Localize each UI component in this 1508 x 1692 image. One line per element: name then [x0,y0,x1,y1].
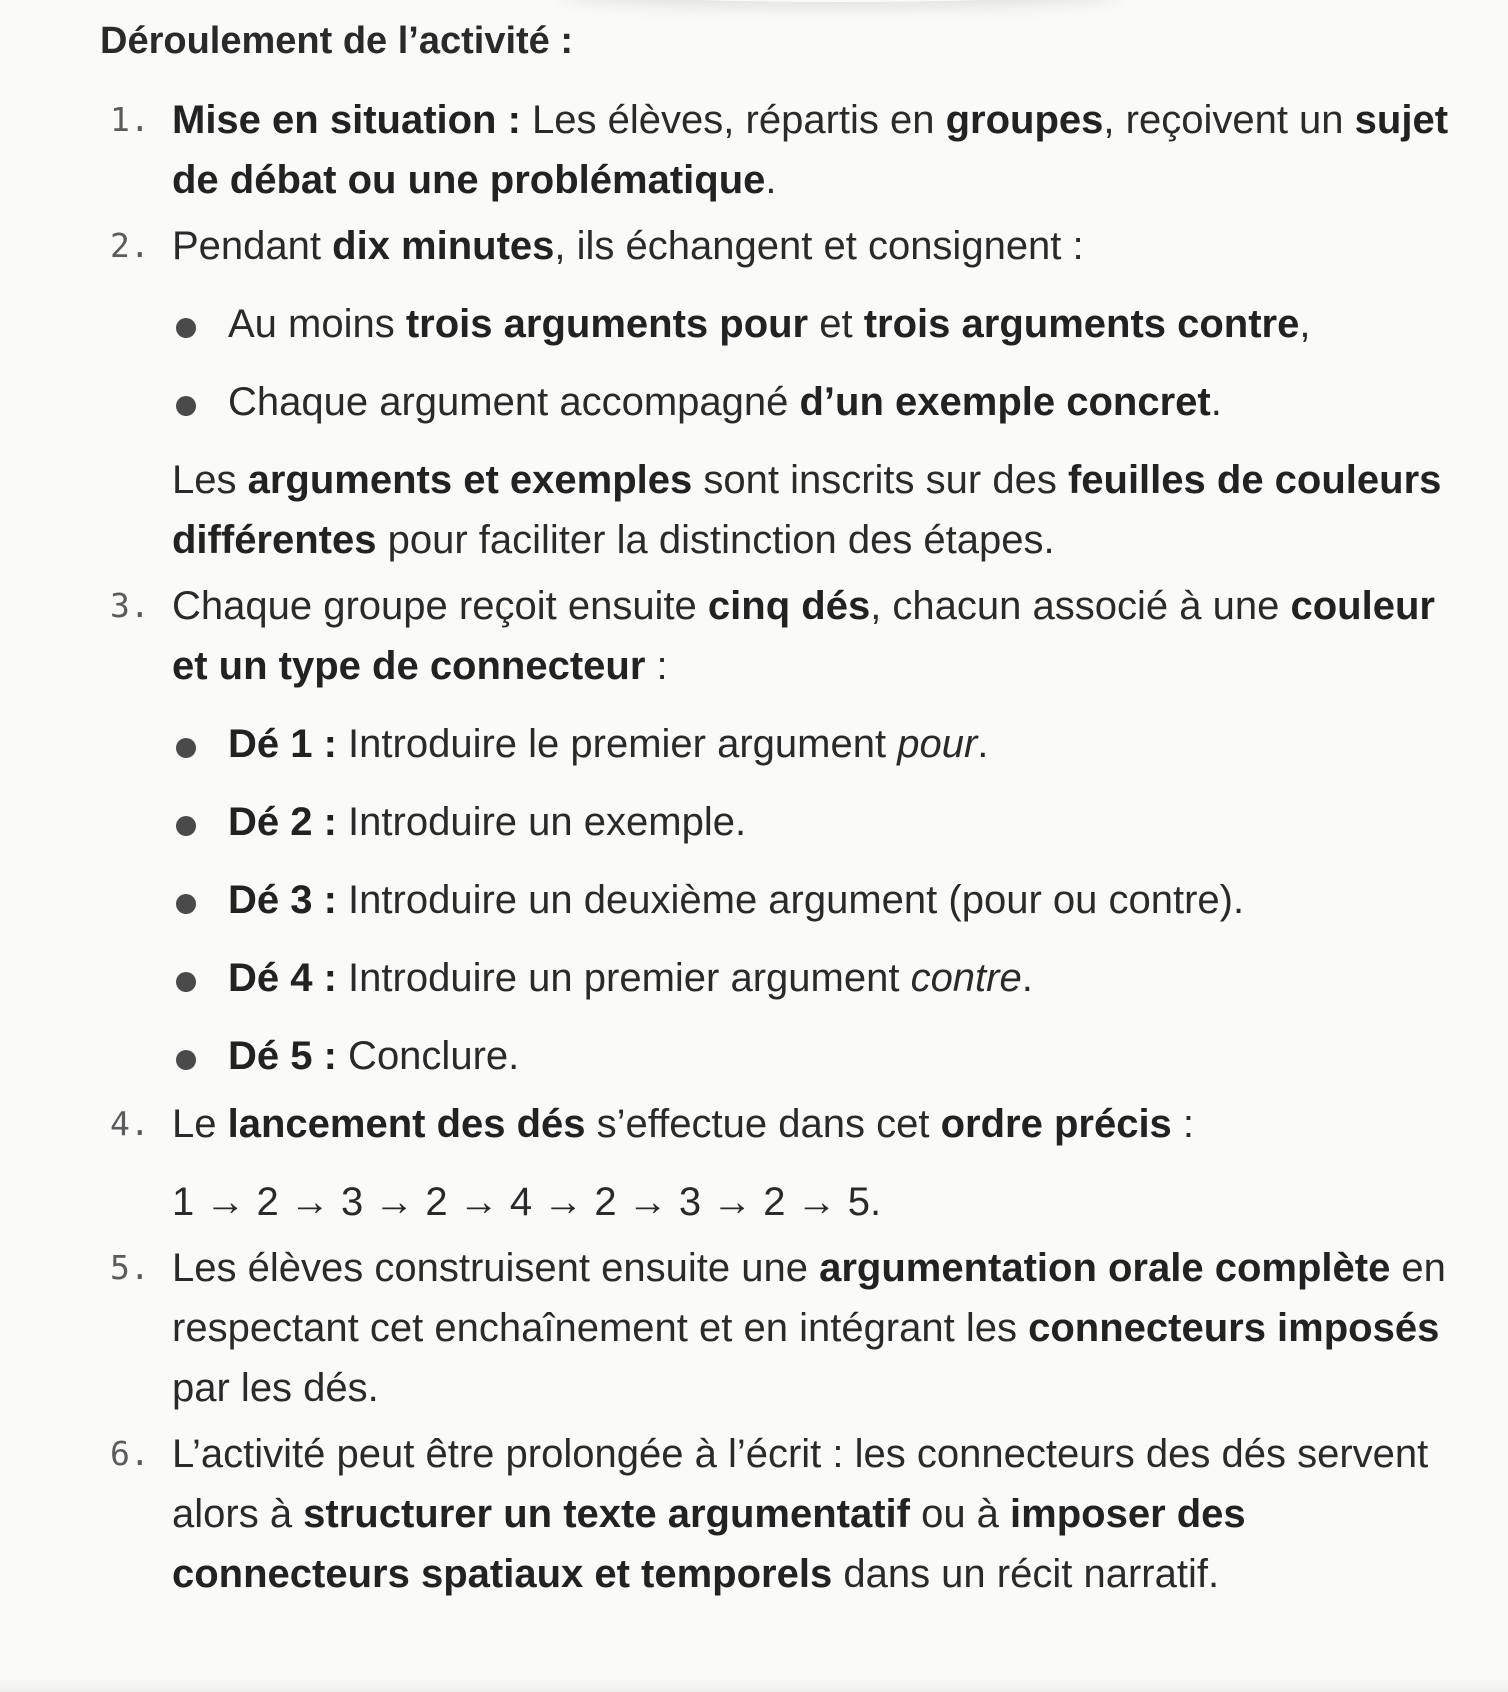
bullet-list [172,714,1480,1086]
text-run: et [808,302,864,346]
bold-text: Dé 2 : [228,800,337,844]
bold-text: ordre précis [940,1102,1172,1146]
bold-text: structurer un texte argumentatif [303,1492,910,1536]
step-number: 2. [110,226,150,265]
text-run: Introduire le premier argument [336,722,898,766]
italic-text: pour [897,722,978,766]
bullet-list [172,294,1480,432]
text-run: dans un récit narratif. [832,1552,1220,1596]
bullet-dot-icon [176,972,196,992]
text-run: Pendant [172,224,333,268]
text-run: . [977,722,989,766]
bold-text: Dé 3 : [228,878,337,922]
steps-list [100,90,1480,1604]
bullet-text [228,380,1222,424]
bold-text: d’un exemple concret [799,380,1211,424]
text-run: . [765,158,777,202]
step-item-4 [100,1094,1480,1232]
bold-text: couleur et un type de connecteur [172,584,1435,688]
bold-text: argumentation orale complète [819,1246,1391,1290]
step-item-5 [100,1238,1480,1418]
text-run: sont inscrits sur des [692,458,1068,502]
bold-text: dix minutes [332,224,555,268]
step-number: 4. [110,1104,150,1143]
text-run: en respectant cet enchaînement et en intégrant les [172,1246,1446,1350]
bullet-item [172,714,1480,774]
text-run: Conclure. [336,1034,520,1078]
bold-text: trois arguments pour [405,302,809,346]
text-run: , [1299,302,1311,346]
bullet-item [172,870,1480,930]
step-item-3 [100,576,1480,1086]
text-run: Introduire un exemple. [336,800,747,844]
step-text [172,576,1480,696]
text-run: : [645,644,668,688]
text-run: Les élèves, répartis en [520,98,946,142]
text-run: : [1171,1102,1195,1146]
bold-text: Mise en situation : [172,98,521,142]
bullet-text [228,956,1033,1000]
bullet-text [228,878,1244,922]
dice-order-sequence [172,1172,1480,1232]
step-number: 3. [110,586,150,625]
step-number: 6. [110,1434,150,1473]
text-run: Le [172,1102,228,1146]
bold-text: sujet de débat ou une problématique [172,98,1449,202]
bullet-text [228,800,746,844]
text-run: ou à [909,1492,1011,1536]
bullet-dot-icon [176,318,196,338]
activity-document [100,14,1480,1604]
text-run: s’effectue dans cet [585,1102,941,1146]
bold-text: Dé 1 : [228,722,337,766]
section-heading: Déroulement de l’activité : [100,20,574,62]
step-item-6 [100,1424,1480,1604]
text-run: , chacun associé à une [870,584,1291,628]
step-item-1 [100,90,1480,210]
text-run: Introduire un premier argument [336,956,911,1000]
step-number: 1. [110,100,150,139]
step-item-2 [100,216,1480,570]
bullet-dot-icon [176,816,196,836]
text-run: pour faciliter la distinction des étapes. [376,518,1055,562]
bold-text: groupes [945,98,1104,142]
text-run: . [1021,956,1033,1000]
bold-text: cinq dés [707,584,871,628]
step-text [172,90,1480,210]
text-run: . [1210,380,1222,424]
bullet-text [228,722,988,766]
top-edge-shadow [560,0,1120,2]
text-run: Introduire un deuxième argument (pour ou contre). [336,878,1245,922]
step-number: 5. [110,1248,150,1287]
step-text [172,1424,1480,1604]
text-run: Les [172,458,248,502]
bullet-text [228,1034,519,1078]
bold-text: imposer des connecteurs spatiaux et temporels [172,1492,1246,1596]
text-run: Au moins [228,302,406,346]
bold-text: Dé 5 : [228,1034,337,1078]
bullet-item [172,372,1480,432]
bullet-dot-icon [176,1050,196,1070]
text-run: , ils échangent et consignent : [554,224,1084,268]
bold-text: trois arguments contre [863,302,1300,346]
bold-text: arguments et exemples [247,458,693,502]
bullet-item [172,294,1480,354]
text-run: L’activité peut être prolongée à l’écrit : les connecteurs des dés servent alors à [172,1432,1429,1536]
bullet-dot-icon [176,894,196,914]
text-run: , reçoivent un [1103,98,1355,142]
bullet-dot-icon [176,738,196,758]
bold-text: feuilles de couleurs différentes [172,458,1442,562]
bullet-text [228,302,1311,346]
text-run: par les dés. [172,1366,379,1410]
bold-text: Dé 4 : [228,956,337,1000]
step-note [172,450,1480,570]
bullet-item [172,948,1480,1008]
step-text [172,1094,1480,1154]
bold-text: lancement des dés [227,1102,586,1146]
text-run: Les élèves construisent ensuite une [172,1246,820,1290]
bullet-item [172,1026,1480,1086]
bold-text: connecteurs imposés [1028,1306,1440,1350]
bullet-dot-icon [176,396,196,416]
text-run: 1 → 2 → 3 → 2 → 4 → 2 → 3 → 2 → 5. [172,1180,882,1224]
bottom-edge-fade [0,1678,1508,1692]
step-text [172,1238,1480,1418]
text-run: Chaque groupe reçoit ensuite [172,584,708,628]
text-run: Chaque argument accompagné [228,380,800,424]
italic-text: contre [910,956,1022,1000]
step-text [172,216,1480,276]
bullet-item [172,792,1480,852]
